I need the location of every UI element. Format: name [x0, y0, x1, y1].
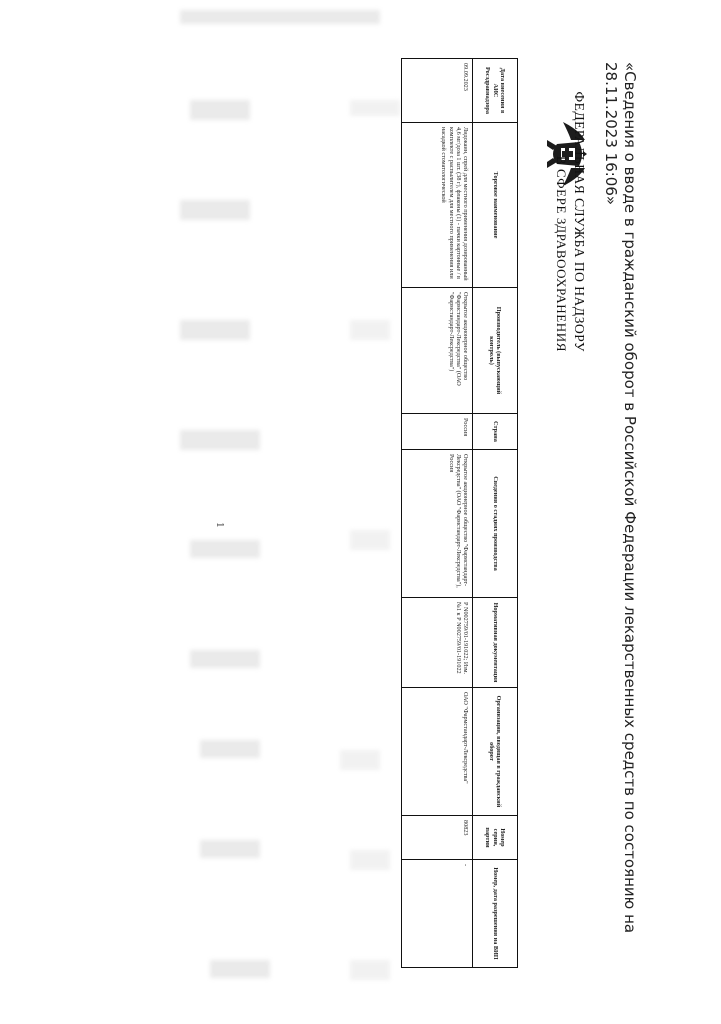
- agency-name-line1: ФЕДЕРАЛЬНАЯ СЛУЖБА ПО НАДЗОРУ: [572, 91, 587, 352]
- drug-registry-table: [401, 58, 518, 968]
- cell-country: Россия: [402, 414, 473, 450]
- stray-mark: 1: [214, 522, 226, 528]
- table-header-row: [473, 59, 518, 968]
- cell-manufacturer: Открытое акционерное общество "Фармстандарт-Лексредства" (ОАО "Фармстандарт-Лексредства"): [402, 288, 473, 414]
- table-row: [402, 59, 473, 968]
- header-normative-docs: Нормативная документация: [473, 598, 518, 688]
- cell-introducing-org: ОАО "Фармстандарт-Лексредства": [402, 688, 473, 816]
- header-production-stages: Сведения о стадиях производства: [473, 450, 518, 598]
- header-permit-number: Номер, дата разрешения на ВИП: [473, 860, 518, 968]
- cell-permit-number: -: [402, 860, 473, 968]
- cell-trade-name: Лидокаин, спрей для местного применения дозированный 4,6 мг/доза 1 шт. (38 г), флаконы (1) - пачки картонные / в комплекте с распылителем для местного применения или насадкой стоматологической: [402, 123, 473, 288]
- header-country: Страна: [473, 414, 518, 450]
- cell-date: 09.09.2023: [402, 59, 473, 123]
- header-manufacturer: Производитель (выпускающий контроль): [473, 288, 518, 414]
- cell-batch-number: 80823: [402, 816, 473, 860]
- header-trade-name: Торговое наименование: [473, 123, 518, 288]
- header-batch-number: Номер серии, партии: [473, 816, 518, 860]
- cell-production-stages: Открытое акционерное общество "Фармстандарт-Лексредства" (ОАО "Фармстандарт-Лексредства"), Россия: [402, 450, 473, 598]
- document-caption: «Сведения о вводе в гражданский оборот в Российской Федерации лекарственных средств по состоянию на 28.11.2023 16:06»: [602, 62, 639, 934]
- header-date-entered: Дата внесения в АИС Росздравнадзора: [473, 59, 518, 123]
- header-introducing-org: Организация, вводящая в гражданский оборот: [473, 688, 518, 816]
- agency-name-line2: В СФЕРЕ ЗДРАВООХРАНЕНИЯ: [554, 155, 569, 352]
- cell-normative-docs: Р N002759/01-191022; Изм. №1 к Р N002759/01-191022: [402, 598, 473, 688]
